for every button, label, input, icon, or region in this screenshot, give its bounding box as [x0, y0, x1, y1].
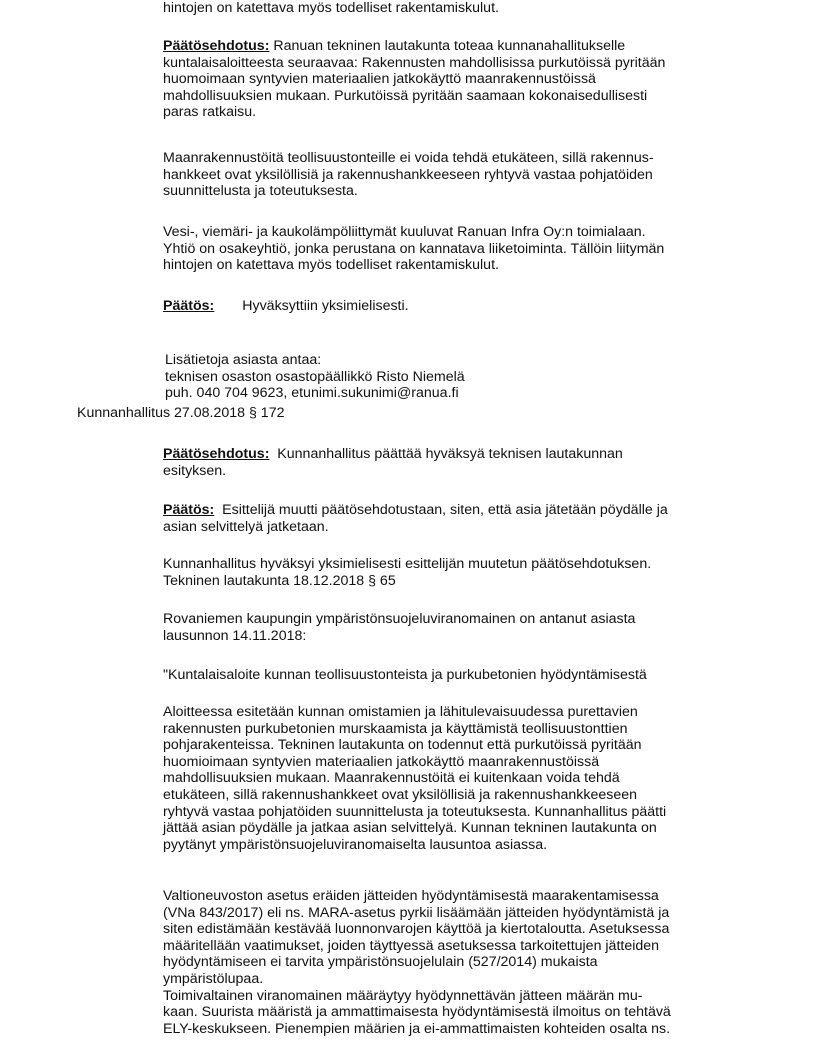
kunnanhallitus-decision [163, 502, 753, 535]
statement-paragraph-2 [163, 888, 753, 1037]
kunnanhallitus-header: Kunnanhallitus 27.08.2018 § 172 [77, 405, 285, 421]
text-line: pyytänyt ympäristönsuojeluviranomaiselta lausuntoa asiassa. [163, 836, 548, 853]
text-line: huomioimaan syntyvien materiaalien jatkokäyttö maanrakennustöissä [163, 753, 600, 770]
text-line: Toimivaltainen viranomainen määräytyy hyödynnettävän jätteen määrän mu- [163, 987, 643, 1004]
approval-text: Kunnanhallitus hyväksyi yksimielisesti esittelijän muutetun päätösehdotuksen. [163, 556, 652, 572]
decision-label: Päätös: [163, 502, 215, 518]
text-line: hyödyntämiseen ei tarvita ympäristönsuojelulain (527/2014) mukaista [163, 954, 598, 971]
contact-line: puh. 040 704 9623, etunimi.sukunimi@ranua.fi [165, 385, 459, 402]
text-line: mahdollisuuksien mukaan. Maanrakennustöitä ei kuitenkaan voida tehdä [163, 770, 620, 787]
statement-intro [163, 611, 753, 644]
text-line: ELY-keskukseen. Pienempien määrien ja ei-ammattimaisten kohteiden osalta ns. [163, 1020, 671, 1037]
text-line: Yhtiö on osakeyhtiö, jonka perustana on kannatava liiketoiminta. Tällöin liitymän [163, 240, 665, 257]
text-line: Aloitteessa esitetään kunnan omistamien ja lähitulevaisuudessa purettavien [163, 704, 638, 720]
text-line: (VNa 843/2017) eli ns. MARA-asetus pyrkii lisäämään jätteiden hyödyntämistä ja [163, 904, 670, 921]
text-line: suunnittelusta ja toteutuksesta. [163, 183, 358, 200]
text-line: kaan. Suurista määristä ja ammattimaisesta hyödyntämisestä ilmoitus on tehtävä [163, 1004, 671, 1021]
text-line: lausunnon 14.11.2018: [163, 627, 307, 644]
tekninen-proposal [163, 38, 753, 121]
text-line: etukäteen, sillä rakennushankkeet ovat yksilöllisiä ja rakennushankkeeseen [163, 786, 637, 803]
text-line: siten edistämään kestävää luonnonvarojen käyttöä ja kiertotaloutta. Asetuksessa [163, 921, 670, 938]
text-line: Esittelijä muutti päätösehdotustaan, siten, että asia jätetään pöydälle ja [214, 502, 668, 518]
text-line: Vesi-, viemäri- ja kaukolämpöliittymät kuuluvat Ranuan Infra Oy:n toimialaan. [163, 224, 646, 240]
text-line: rakennusten purkubetonien murskaamista ja käyttämistä teollisuustonttien [163, 720, 628, 737]
decision-label: Päätös: [163, 298, 215, 314]
quote-title [163, 667, 753, 684]
proposal-label: Päätösehdotus: [163, 446, 270, 462]
text-line: jättää asian pöydälle ja jatkaa asian selvittelyä. Kunnan tekninen lautakunta on [163, 820, 657, 837]
text-line: asian selvittelyä jatketaan. [163, 518, 329, 535]
text-line: pohjarakenteissa. Tekninen lautakunta on todennut että purkutöissä pyritään [163, 737, 642, 754]
statement-paragraph-1 [163, 704, 753, 853]
text-line: hankkeet ovat yksilöllisiä ja rakennushankkeeseen ryhtyvä vastaa pohjatöiden [163, 166, 653, 183]
text-line: määritellään vaatimukset, joiden täyttyessä asetuksessa tarkoitettujen jätteiden [163, 937, 660, 954]
tekninen-decision [163, 298, 753, 315]
proposal-label: Päätösehdotus: [163, 38, 270, 54]
tekninen-proposal-line-4: mahdollisuuksien mukaan. Purkutöissä pyritään saamaan kokonaisedullisesti [163, 87, 648, 104]
text-line: esityksen. [163, 462, 227, 479]
text-line: "Kuntalaisaloite kunnan teollisuustonteista ja purkubetonien hyödyntämisestä [163, 667, 647, 683]
tekninen-proposal-line-1: Päätösehdotus: Ranuan tekninen lautakunta toteaa kunnanahallitukselle [163, 38, 626, 54]
text-line: Maanrakennustöitä teollisuustonteille ei voida tehdä etukäteen, sillä rakennus- [163, 150, 654, 166]
tekninen-header-2: Tekninen lautakunta 18.12.2018 § 65 [163, 572, 396, 589]
tekninen-paragraph-1 [163, 150, 753, 200]
text-line: ympäristölupaa. [163, 970, 264, 987]
text-line: Kunnanhallitus päättää hyväksyä teknisen lautakunnan [269, 446, 623, 462]
contact-info [165, 352, 755, 402]
tekninen-proposal-line-2: kuntalaisaloitteesta seuraavaa: Rakennusten mahdollisissa purkutöissä pyritään [163, 54, 666, 71]
text-line: Rovaniemen kaupungin ympäristönsuojeluviranomainen on antanut asiasta [163, 611, 636, 627]
text-line: hintojen on katettava myös todelliset rakentamiskulut. [163, 257, 499, 274]
contact-line: teknisen osaston osastopäällikkö Risto Niemelä [165, 368, 465, 385]
tekninen-proposal-line-5: paras ratkaisu. [163, 104, 257, 121]
kunnanhallitus-proposal [163, 446, 753, 479]
text-line: ryhtyvä vastaa pohjatöiden suunnittelusta ja toteutuksesta. Kunnanhallitus päätti [163, 803, 667, 820]
decision-text: Hyväksyttiin yksimielisesti. [242, 298, 409, 314]
kunnanhallitus-approval [163, 556, 753, 589]
tekninen-paragraph-2 [163, 224, 753, 274]
text-line: Valtioneuvoston asetus eräiden jätteiden hyödyntämisestä maarakentamisessa [163, 888, 659, 904]
contact-line: Lisätietoja asiasta antaa: [165, 352, 322, 368]
continuation-text: hintojen on katettava myös todelliset rakentamiskulut. [163, 0, 499, 16]
tekninen-proposal-line-3: huomoimaan syntyvien materiaalien jatkokäyttö maanrakennustöissä [163, 71, 596, 88]
